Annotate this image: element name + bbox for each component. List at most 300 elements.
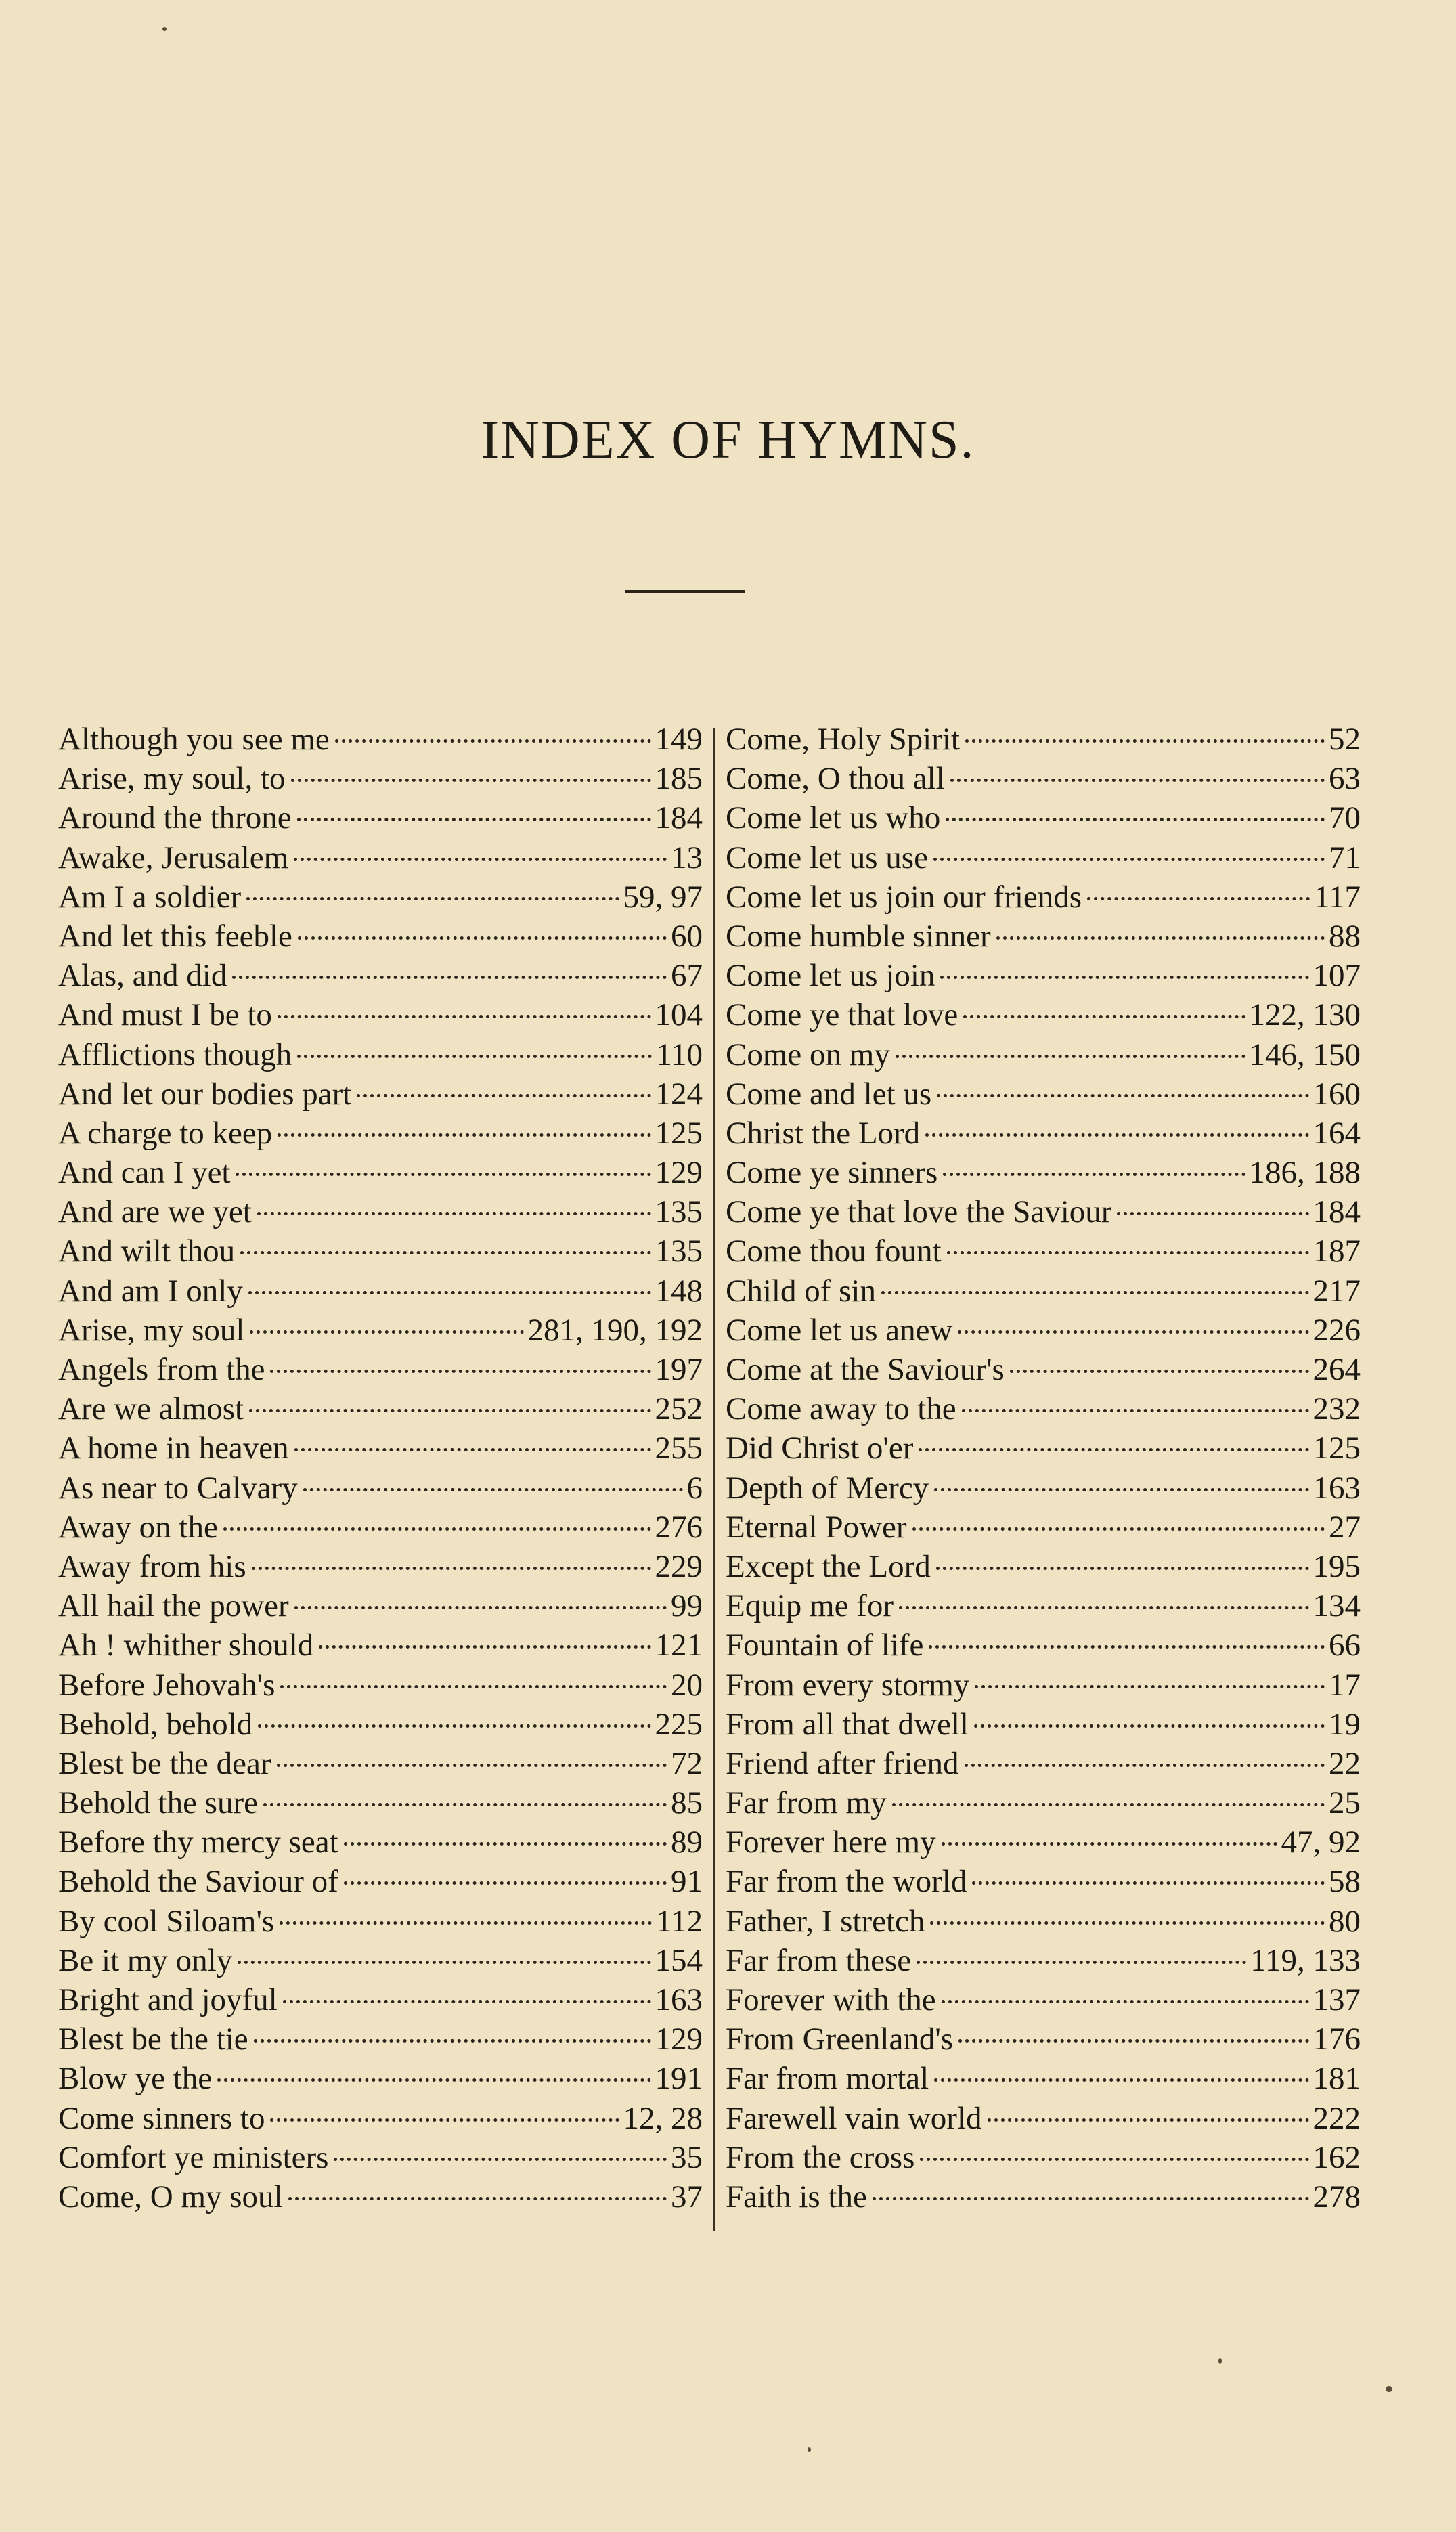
page-number: 19	[1329, 1706, 1361, 1742]
hymn-title: Come let us join	[726, 958, 935, 994]
index-entry	[58, 2059, 703, 2098]
hymn-title: Except the Lord	[726, 1548, 931, 1584]
index-entry	[726, 1665, 1361, 1705]
page-number: 129	[655, 1155, 703, 1191]
page-number: 184	[655, 800, 703, 836]
index-entry	[58, 1428, 703, 1468]
hymn-title: And can I yet	[58, 1155, 231, 1191]
dot-leader	[334, 2158, 667, 2161]
hymn-title: Arise, my soul, to	[58, 761, 286, 797]
index-entry	[58, 1822, 703, 1862]
page-number: 163	[1312, 1470, 1361, 1506]
page-number: 112	[656, 1903, 703, 1939]
index-entry	[58, 1980, 703, 2020]
index-entry	[726, 2177, 1361, 2217]
index-entry	[726, 798, 1361, 837]
index-entry	[726, 1350, 1361, 1389]
dot-leader	[950, 779, 1325, 782]
index-entry	[726, 838, 1361, 877]
page-number: 137	[1312, 1982, 1361, 2017]
index-entry	[58, 838, 703, 877]
page-number: 6	[686, 1470, 703, 1506]
index-entry	[726, 1862, 1361, 1901]
dot-leader	[962, 1409, 1309, 1412]
hymn-title: From every stormy	[726, 1667, 970, 1703]
hymn-title: Christ the Lord	[726, 1115, 921, 1151]
dot-leader	[917, 1961, 1246, 1964]
page-number: 60	[671, 918, 703, 954]
dot-leader	[288, 2197, 667, 2200]
dot-leader	[344, 1842, 667, 1846]
index-entry	[726, 1508, 1361, 1547]
dot-leader	[246, 897, 619, 900]
hymn-title: And am I only	[58, 1273, 243, 1309]
hymn-title: Although you see me	[58, 722, 330, 757]
dot-leader	[943, 1173, 1245, 1176]
dot-leader	[958, 1330, 1308, 1334]
page-number: 125	[655, 1115, 703, 1151]
dot-leader	[881, 1291, 1309, 1294]
hymn-title: Far from my	[726, 1785, 887, 1821]
index-entry	[58, 956, 703, 995]
dot-leader	[263, 1803, 667, 1806]
dot-leader	[298, 936, 667, 940]
index-entry	[726, 2138, 1361, 2177]
dot-leader	[319, 1645, 650, 1649]
hymn-title: Ah ! whither should	[58, 1628, 314, 1663]
dot-leader	[873, 2197, 1309, 2200]
page-number: 146, 150	[1249, 1036, 1361, 1072]
hymn-title: Eternal Power	[726, 1509, 907, 1545]
page-number: 121	[655, 1628, 703, 1663]
hymn-title: Angels from the	[58, 1352, 265, 1387]
index-entry	[726, 1114, 1361, 1153]
index-entry	[58, 1665, 703, 1705]
index-entry	[58, 1114, 703, 1153]
index-entry	[58, 1035, 703, 1074]
page-number: 154	[655, 1942, 703, 1978]
index-entry	[726, 1192, 1361, 1231]
index-entry	[726, 1941, 1361, 1980]
index-entry	[58, 1468, 703, 1508]
page-number: 71	[1329, 839, 1361, 875]
page-number: 17	[1329, 1667, 1361, 1703]
hymn-title: Come let us join our friends	[726, 879, 1082, 915]
hymn-title: A charge to keep	[58, 1115, 273, 1151]
dot-leader	[1010, 1370, 1309, 1373]
index-entry	[726, 1705, 1361, 1744]
page-number: 252	[655, 1391, 703, 1427]
dot-leader	[291, 779, 651, 782]
hymn-title: And let this feeble	[58, 918, 292, 954]
hymn-title: From Greenland's	[726, 2022, 954, 2057]
hymn-title: Bright and joyful	[58, 1982, 278, 2017]
dot-leader	[257, 1212, 651, 1215]
index-entry	[726, 1980, 1361, 2020]
dot-leader	[963, 1015, 1245, 1018]
page-number: 85	[671, 1785, 703, 1821]
index-entry	[58, 2138, 703, 2177]
page-number: 160	[1312, 1076, 1361, 1112]
dot-leader	[280, 1685, 667, 1688]
page-number: 35	[671, 2139, 703, 2175]
dot-leader	[232, 976, 667, 979]
page-number: 99	[671, 1588, 703, 1624]
page-number: 72	[671, 1745, 703, 1781]
index-entry	[58, 1350, 703, 1389]
hymn-title: Come let us who	[726, 800, 941, 836]
hymn-title: Are we almost	[58, 1391, 244, 1427]
hymn-title: Before Jehovah's	[58, 1667, 275, 1703]
index-entry	[726, 1389, 1361, 1428]
hymn-title: All hail the power	[58, 1588, 289, 1624]
index-entry	[726, 1822, 1361, 1862]
dot-leader	[258, 1724, 650, 1728]
page-number: 255	[655, 1431, 703, 1466]
dot-leader	[238, 1961, 650, 1964]
hymn-title: Father, I stretch	[726, 1903, 925, 1939]
dot-leader	[278, 1015, 651, 1018]
page-number: 186, 188	[1249, 1155, 1361, 1191]
hymn-title: By cool Siloam's	[58, 1903, 275, 1939]
page-number: 88	[1329, 918, 1361, 954]
page-number: 80	[1329, 1903, 1361, 1939]
page-number: 276	[655, 1509, 703, 1545]
dot-leader	[217, 2078, 650, 2082]
hymn-title: Come let us use	[726, 839, 928, 875]
dot-leader	[934, 1488, 1308, 1491]
dot-leader	[920, 2158, 1308, 2161]
dot-leader	[297, 1055, 652, 1058]
dot-leader	[240, 1251, 650, 1254]
index-entry	[726, 1311, 1361, 1350]
page-number: 197	[655, 1352, 703, 1387]
page-number: 13	[671, 839, 703, 875]
dot-leader	[357, 1094, 650, 1097]
hymn-title: Before thy mercy seat	[58, 1825, 338, 1860]
index-entry	[58, 1941, 703, 1980]
page-number: 25	[1329, 1785, 1361, 1821]
index-entry	[726, 1468, 1361, 1508]
index-entry	[58, 1744, 703, 1783]
hymn-title: Afflictions though	[58, 1036, 292, 1072]
paper-speck	[808, 2447, 811, 2452]
index-entry	[58, 2020, 703, 2059]
dot-leader	[919, 1448, 1308, 1451]
dot-leader	[940, 976, 1308, 979]
dot-leader	[996, 936, 1325, 940]
page-number: 184	[1312, 1194, 1361, 1230]
index-entry	[726, 2099, 1361, 2138]
paper-speck	[162, 27, 167, 31]
index-entry	[58, 1231, 703, 1271]
hymn-title: Friend after friend	[726, 1745, 959, 1781]
hymn-title: Around the throne	[58, 800, 292, 836]
dot-leader	[294, 858, 667, 861]
page-number: 37	[671, 2179, 703, 2214]
dot-leader	[929, 1645, 1325, 1649]
hymn-title: Am I a soldier	[58, 879, 242, 915]
index-entry	[726, 2020, 1361, 2059]
index-entry	[58, 1783, 703, 1822]
page-number: 110	[656, 1036, 703, 1072]
page-number: 232	[1312, 1391, 1361, 1427]
hymn-title: And are we yet	[58, 1194, 252, 1230]
index-entry	[726, 995, 1361, 1034]
index-entry	[726, 1271, 1361, 1311]
index-entry	[58, 1586, 703, 1625]
dot-leader	[965, 1764, 1325, 1767]
dot-leader	[294, 1448, 651, 1451]
dot-leader	[252, 1567, 651, 1570]
hymn-title: Come ye that love	[726, 997, 958, 1033]
dot-leader	[280, 1921, 652, 1925]
page-number: 176	[1312, 2022, 1361, 2057]
hymn-title: Blest be the tie	[58, 2022, 248, 2057]
index-entry	[726, 2059, 1361, 2098]
hymn-title: Come humble sinner	[726, 918, 991, 954]
dot-leader	[294, 1606, 667, 1609]
index-entry	[726, 1153, 1361, 1192]
index-entry	[58, 877, 703, 917]
index-entry	[726, 1547, 1361, 1586]
page-number: 134	[1312, 1588, 1361, 1624]
page-number: 63	[1329, 761, 1361, 797]
index-entry	[58, 2177, 703, 2217]
index-entry	[726, 956, 1361, 995]
page-number: 47, 92	[1281, 1825, 1361, 1860]
index-entry	[58, 1902, 703, 1941]
index-entry	[58, 1508, 703, 1547]
hymn-title: Child of sin	[726, 1273, 876, 1309]
page-title: INDEX OF HYMNS.	[481, 410, 975, 470]
index-entry	[58, 1547, 703, 1586]
dot-leader	[223, 1527, 651, 1531]
dot-leader	[1117, 1212, 1308, 1215]
dot-leader	[988, 2118, 1309, 2122]
hymn-title: Come away to the	[726, 1391, 956, 1427]
dot-leader	[254, 2039, 651, 2043]
hymn-title: Farewell vain world	[726, 2100, 982, 2136]
index-entry	[58, 720, 703, 759]
hymn-title: Come ye sinners	[726, 1155, 938, 1191]
index-entry	[726, 1231, 1361, 1271]
dot-leader	[303, 1488, 683, 1491]
hymn-title: Come sinners to	[58, 2100, 265, 2136]
index-entry	[726, 1744, 1361, 1783]
dot-leader	[344, 1881, 667, 1885]
page-number: 222	[1312, 2100, 1361, 2136]
index-entry	[58, 1153, 703, 1192]
dot-leader	[930, 1921, 1325, 1925]
index-entry	[58, 1625, 703, 1665]
hymn-title: And must I be to	[58, 997, 272, 1033]
hymn-title: Be it my only	[58, 1942, 233, 1978]
page-number: 12, 28	[623, 2100, 703, 2136]
index-entry	[726, 759, 1361, 798]
page-number: 264	[1312, 1352, 1361, 1387]
dot-leader	[896, 1055, 1245, 1058]
hymn-title: And let our bodies part	[58, 1076, 352, 1112]
page-number: 70	[1329, 800, 1361, 836]
dot-leader	[972, 1881, 1325, 1885]
hymn-title: Come, O my soul	[58, 2179, 283, 2214]
paper-speck	[1386, 2386, 1392, 2392]
index-column-right	[726, 720, 1361, 2217]
hymn-title: Come, O thou all	[726, 761, 945, 797]
page-number: 107	[1312, 958, 1361, 994]
page-number: 163	[655, 1982, 703, 2017]
dot-leader	[936, 1567, 1309, 1570]
index-entry	[726, 1428, 1361, 1468]
hymn-title: Come and let us	[726, 1076, 932, 1112]
paper-speck	[1218, 2358, 1222, 2364]
dot-leader	[925, 1133, 1308, 1137]
page-number: 67	[671, 958, 703, 994]
hymn-title: Equip me for	[726, 1588, 894, 1624]
page-number: 20	[671, 1667, 703, 1703]
page-number: 135	[655, 1234, 703, 1269]
hymn-title: From the cross	[726, 2139, 915, 2175]
hymn-title: Come, Holy Spirit	[726, 722, 960, 757]
dot-leader	[1087, 897, 1310, 900]
dot-leader	[248, 1291, 651, 1294]
page-number: 91	[671, 1864, 703, 1900]
index-entry	[58, 1192, 703, 1231]
dot-leader	[974, 1724, 1325, 1728]
dot-leader	[946, 818, 1325, 821]
hymn-title: Behold the Saviour of	[58, 1864, 338, 1900]
dot-leader	[297, 818, 651, 821]
index-entry	[726, 1035, 1361, 1074]
hymn-title: Behold, behold	[58, 1706, 253, 1742]
dot-leader	[250, 1330, 523, 1334]
hymn-title: Faith is the	[726, 2179, 867, 2214]
page-number: 148	[655, 1273, 703, 1309]
hymn-title: Forever with the	[726, 1982, 936, 2017]
index-entry	[726, 1074, 1361, 1114]
page-number: 59, 97	[623, 879, 703, 915]
hymn-title: Blest be the dear	[58, 1745, 271, 1781]
page-number: 187	[1312, 1234, 1361, 1269]
dot-leader	[899, 1606, 1309, 1609]
index-entry	[58, 1389, 703, 1428]
dot-leader	[249, 1409, 650, 1412]
index-entry	[726, 720, 1361, 759]
dot-leader	[958, 2039, 1308, 2043]
page-number: 185	[655, 761, 703, 797]
hymn-title: Far from mortal	[726, 2061, 929, 2097]
hymn-title: Come thou fount	[726, 1234, 942, 1269]
dot-leader	[942, 2000, 1309, 2003]
hymn-title: Behold the sure	[58, 1785, 258, 1821]
index-entry	[58, 1074, 703, 1114]
page-number: 117	[1314, 879, 1361, 915]
hymn-title: As near to Calvary	[58, 1470, 298, 1506]
index-entry	[726, 877, 1361, 917]
page-number: 195	[1312, 1548, 1361, 1584]
dot-leader	[965, 739, 1325, 743]
hymn-title: A home in heaven	[58, 1431, 289, 1466]
index-entry	[58, 1862, 703, 1901]
dot-leader	[947, 1251, 1309, 1254]
index-entry	[726, 1586, 1361, 1625]
hymn-title: Forever here my	[726, 1825, 936, 1860]
hymn-title: Away from his	[58, 1548, 246, 1584]
page-number: 281, 190, 192	[527, 1312, 703, 1348]
page-number: 89	[671, 1825, 703, 1860]
page-number: 226	[1312, 1312, 1361, 1348]
hymn-title: Alas, and did	[58, 958, 227, 994]
page-number: 162	[1312, 2139, 1361, 2175]
index-entry	[726, 917, 1361, 956]
hymn-title: And wilt thou	[58, 1234, 236, 1269]
page-number: 129	[655, 2022, 703, 2057]
page-number: 22	[1329, 1745, 1361, 1781]
hymn-title: Far from the world	[726, 1864, 967, 1900]
index-entry	[726, 1902, 1361, 1941]
hymn-title: Come let us anew	[726, 1312, 953, 1348]
page-number: 27	[1329, 1509, 1361, 1545]
page-number: 149	[655, 722, 703, 757]
page-number: 124	[655, 1076, 703, 1112]
dot-leader	[278, 1133, 650, 1137]
index-entry	[58, 917, 703, 956]
hymn-title: Far from these	[726, 1942, 912, 1978]
column-divider	[713, 728, 715, 2231]
hymn-title: Come ye that love the Saviour	[726, 1194, 1112, 1230]
index-entry	[726, 1783, 1361, 1822]
page-number: 225	[655, 1706, 703, 1742]
hymn-title: From all that dwell	[726, 1706, 969, 1742]
page-number: 135	[655, 1194, 703, 1230]
hymn-title: Come on my	[726, 1036, 890, 1072]
index-entry	[58, 798, 703, 837]
dot-leader	[912, 1527, 1325, 1531]
dot-leader	[283, 2000, 651, 2003]
dot-leader	[937, 1094, 1308, 1097]
hymn-title: Depth of Mercy	[726, 1470, 929, 1506]
dot-leader	[892, 1803, 1325, 1806]
page-number: 122, 130	[1249, 997, 1361, 1033]
index-column-left	[58, 720, 703, 2217]
page-number: 52	[1329, 722, 1361, 757]
index-entry	[58, 1705, 703, 1744]
dot-leader	[236, 1173, 650, 1176]
index-entry	[58, 759, 703, 798]
title-rule	[625, 590, 745, 593]
dot-leader	[942, 1842, 1277, 1846]
hymn-title: Awake, Jerusalem	[58, 839, 289, 875]
page-number: 58	[1329, 1864, 1361, 1900]
page-number: 217	[1312, 1273, 1361, 1309]
page-number: 164	[1312, 1115, 1361, 1151]
page-number: 191	[655, 2061, 703, 2097]
dot-leader	[277, 1764, 667, 1767]
index-entry	[58, 995, 703, 1034]
dot-leader	[934, 2078, 1308, 2082]
hymn-title: Blow ye the	[58, 2061, 213, 2097]
hymn-title: Did Christ o'er	[726, 1431, 914, 1466]
dot-leader	[270, 1370, 650, 1373]
index-entry	[58, 1271, 703, 1311]
dot-leader	[270, 2118, 619, 2122]
index-entry	[58, 2099, 703, 2138]
dot-leader	[975, 1685, 1325, 1688]
hymn-title: Away on the	[58, 1509, 218, 1545]
page-number: 229	[655, 1548, 703, 1584]
hymn-title: Fountain of life	[726, 1628, 924, 1663]
